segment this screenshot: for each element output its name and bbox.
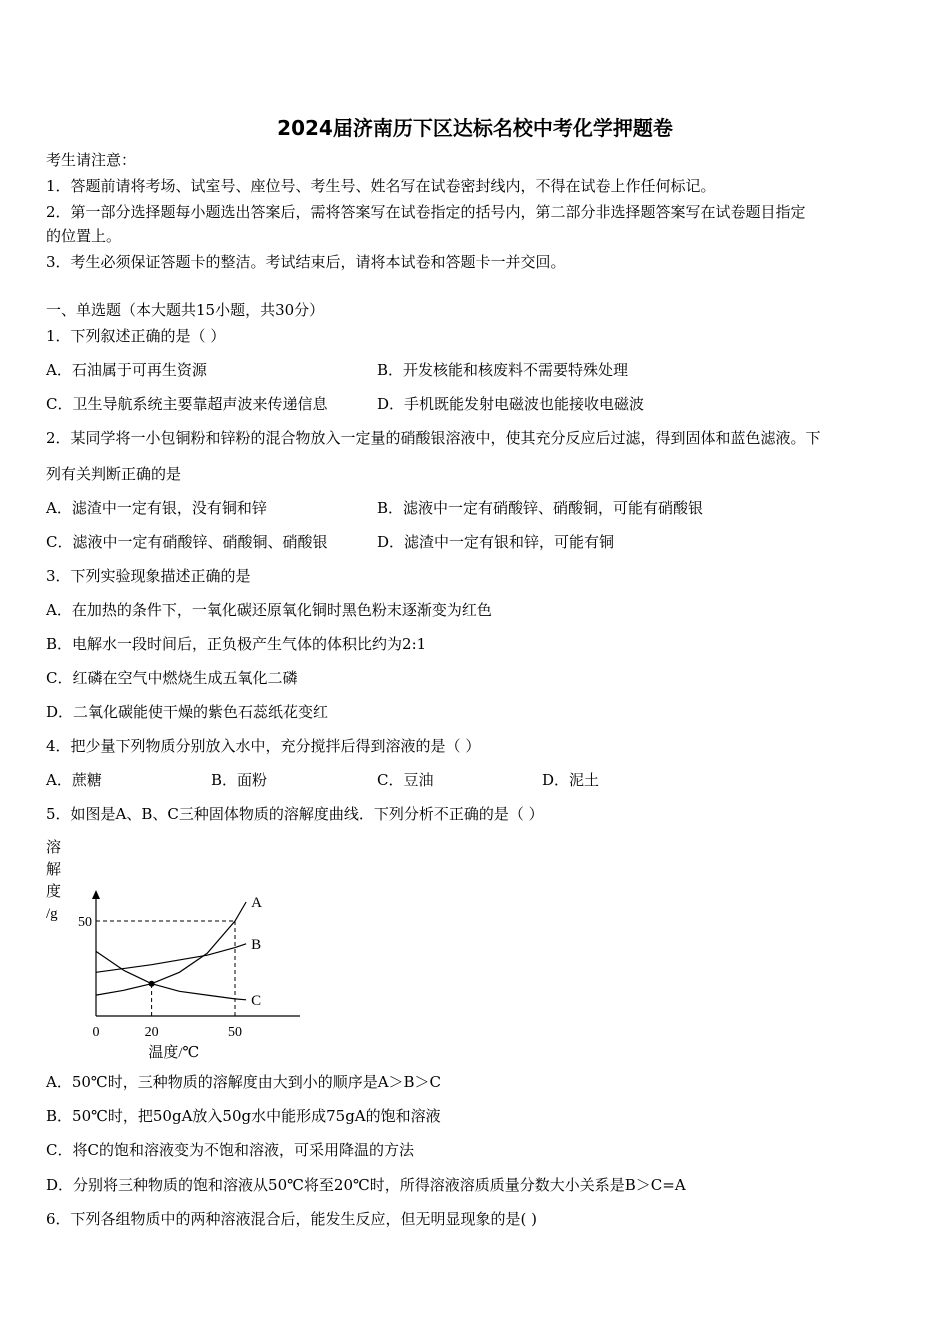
option-b: B．开发核能和核废料不需要特殊处理 xyxy=(377,361,629,379)
option-row xyxy=(46,394,926,414)
series-label-b: B xyxy=(251,936,262,953)
x-tick-label: 0 xyxy=(92,1025,100,1040)
option-c: C．红磷在空气中燃烧生成五氧化二磷 xyxy=(46,669,298,687)
option-a: A．50℃时，三种物质的溶解度由大到小的顺序是A＞B＞C xyxy=(46,1073,442,1091)
chart-labels xyxy=(46,839,262,1061)
x-axis-label: 温度/℃ xyxy=(148,1045,200,1061)
y-axis-label: 度 xyxy=(46,884,62,900)
question-stem: 2．某同学将一小包铜粉和锌粉的混合物放入一定量的硝酸银溶液中，使其充分反应后过滤，得到固体和蓝色滤液。下 xyxy=(46,429,821,447)
option-d: D．泥土 xyxy=(542,771,600,789)
question-stem: 4．把少量下列物质分别放入水中，充分搅拌后得到溶液的是（ ） xyxy=(46,737,481,755)
option-row xyxy=(46,770,926,790)
question-stem: 5．如图是A、B、C三种固体物质的溶解度曲线．下列分析不正确的是（ ） xyxy=(46,805,544,823)
question-stem: 3．下列实验现象描述正确的是 xyxy=(46,567,251,585)
y-axis-label: /g xyxy=(46,906,58,922)
notice-item: 1．答题前请将考场、试室号、座位号、考生号、姓名写在试卷密封线内，不得在试卷上作任何标记。 xyxy=(46,177,716,195)
y-axis-label: 溶 xyxy=(46,840,62,856)
option-b: B．50℃时，把50gA放入50g水中能形成75gA的饱和溶液 xyxy=(46,1107,441,1125)
option-row xyxy=(46,532,926,552)
y-axis-arrow xyxy=(92,890,100,899)
chart-guides xyxy=(96,921,235,1016)
option-d: D．分别将三种物质的饱和溶液从50℃将至20℃时，所得溶液溶质质量分数大小关系是B＞C=A xyxy=(46,1176,686,1194)
option-a: A．滤渣中一定有银，没有铜和锌 xyxy=(46,499,267,517)
option-d: D．滤渣中一定有银和锌，可能有铜 xyxy=(377,533,615,551)
option-d: D．手机既能发射电磁波也能接收电磁波 xyxy=(377,395,645,413)
question-stem: 6．下列各组物质中的两种溶液混合后，能发生反应，但无明显现象的是( ) xyxy=(46,1210,538,1228)
option-a: A．蔗糖 xyxy=(46,771,102,789)
intersection-point xyxy=(149,981,155,987)
chart-axes xyxy=(92,890,300,1020)
x-tick-label: 20 xyxy=(144,1025,159,1040)
option-d: D．二氧化碳能使干燥的紫色石蕊纸花变红 xyxy=(46,703,329,721)
option-c: C．豆油 xyxy=(377,771,434,789)
notice-item: 的位置上。 xyxy=(46,227,122,245)
page-title: 2024届济南历下区达标名校中考化学押题卷 xyxy=(277,116,673,140)
option-c: C．将C的饱和溶液变为不饱和溶液，可采用降温的方法 xyxy=(46,1141,414,1159)
y-tick-label: 50 xyxy=(78,915,92,930)
option-c: C．滤液中一定有硝酸锌、硝酸铜、硝酸银 xyxy=(46,533,328,551)
notice-item: 2．第一部分选择题每小题选出答案后，需将答案写在试卷指定的括号内，第二部分非选择题答案写在试卷题目指定 xyxy=(46,203,806,221)
notice-heading: 考生请注意： xyxy=(46,151,137,169)
series-line-b xyxy=(96,944,246,973)
option-b: B．面粉 xyxy=(211,771,268,789)
option-b: B．电解水一段时间后，正负极产生气体的体积比约为2:1 xyxy=(46,635,427,653)
option-b: B．滤液中一定有硝酸锌、硝酸铜，可能有硝酸银 xyxy=(377,499,704,517)
option-row xyxy=(46,360,926,380)
option-row xyxy=(46,498,926,518)
option-a: A．石油属于可再生资源 xyxy=(46,361,207,379)
series-line-a xyxy=(96,902,246,995)
chart-series xyxy=(96,902,246,1000)
section-heading: 一、单选题（本大题共15小题，共30分） xyxy=(46,301,325,319)
series-label-a: A xyxy=(251,895,262,911)
question-stem: 1．下列叙述正确的是（ ） xyxy=(46,327,226,345)
option-a: A．在加热的条件下，一氧化碳还原氧化铜时黑色粉末逐渐变为红色 xyxy=(46,601,492,619)
series-label-c: C xyxy=(251,992,262,1009)
solubility-chart xyxy=(40,830,300,1066)
question-stem: 列有关判断正确的是 xyxy=(46,465,182,483)
x-tick-label: 50 xyxy=(228,1025,242,1040)
option-c: C．卫生导航系统主要靠超声波来传递信息 xyxy=(46,395,328,413)
y-axis-label: 解 xyxy=(46,862,62,878)
notice-item: 3．考生必须保证答题卡的整洁。考试结束后，请将本试卷和答题卡一并交回。 xyxy=(46,253,566,271)
